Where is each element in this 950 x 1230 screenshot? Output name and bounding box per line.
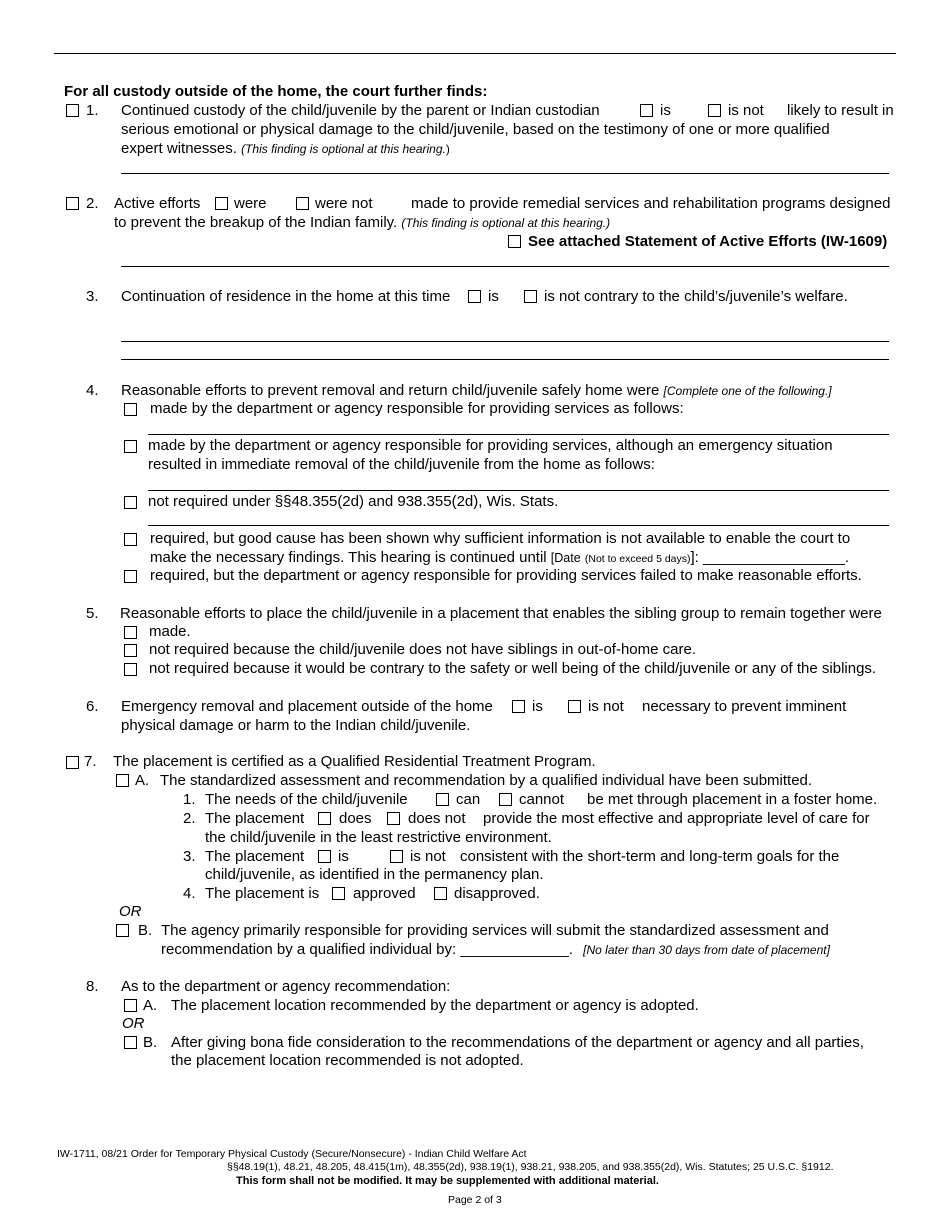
finding-8a-text: The placement location recommended by the department or agency is adopted. bbox=[171, 997, 699, 1014]
finding-1-text: Continued custody of the child/juvenile by the parent or Indian custodian bbox=[121, 102, 600, 119]
finding-4e-checkbox[interactable] bbox=[124, 570, 137, 583]
finding-7a1-text-end: be met through placement in a foster home. bbox=[587, 791, 878, 808]
finding-1-line3-text: expert witnesses. bbox=[121, 140, 237, 157]
footer-notice: This form shall not be modified. It may be supplemented with additional material. bbox=[236, 1175, 659, 1187]
finding-7a1-text: The needs of the child/juvenile bbox=[205, 791, 408, 808]
top-rule bbox=[54, 53, 896, 54]
finding-8-text: As to the department or agency recommendation: bbox=[121, 978, 451, 995]
finding-4d-date-label: [Date bbox=[550, 551, 581, 565]
finding-2-line2-text: to prevent the breakup of the Indian family. bbox=[114, 214, 398, 231]
finding-7-number: 7. bbox=[84, 753, 97, 770]
finding-1-isnot-label: is not bbox=[728, 102, 764, 119]
finding-7a4-text: The placement is bbox=[205, 885, 320, 902]
finding-7a2-text: The placement bbox=[205, 810, 305, 827]
finding-8a-checkbox[interactable] bbox=[124, 999, 137, 1012]
finding-4a-checkbox[interactable] bbox=[124, 403, 137, 416]
finding-7a2-does-checkbox[interactable] bbox=[318, 812, 331, 825]
finding-4b-text: made by the department or agency responsible for providing services, although an emergency situation bbox=[148, 437, 833, 454]
finding-6-isnot-checkbox[interactable] bbox=[568, 700, 581, 713]
finding-8b-checkbox[interactable] bbox=[124, 1036, 137, 1049]
finding-7b-text: The agency primarily responsible for providing services will submit the standardized assessment and bbox=[161, 922, 829, 939]
finding-3-is-checkbox[interactable] bbox=[468, 290, 481, 303]
finding-6-number: 6. bbox=[86, 698, 99, 715]
finding-7a3-is-label: is bbox=[338, 848, 349, 865]
finding-6-line2: physical damage or harm to the Indian child/juvenile. bbox=[121, 717, 471, 734]
footer-page-number: Page 2 of 3 bbox=[448, 1194, 502, 1206]
finding-7a2-line2: the child/juvenile in the least restrictive environment. bbox=[205, 829, 552, 846]
finding-6-text: Emergency removal and placement outside of the home bbox=[121, 698, 493, 715]
finding-8b-line2: the placement location recommended is not adopted. bbox=[171, 1052, 524, 1069]
finding-6-is-label: is bbox=[532, 698, 543, 715]
finding-7b-line2-text[interactable]: recommendation by a qualified individual by: _____________. bbox=[161, 941, 573, 958]
finding-5-number: 5. bbox=[86, 605, 99, 622]
finding-4d-date-note: (Not to exceed 5 days) bbox=[584, 553, 691, 565]
footer-form-id: IW-1711, 08/21 Order for Temporary Physical Custody (Secure/Nonsecure) - Indian Child Welfare Act bbox=[57, 1148, 527, 1160]
finding-5b-text: not required because the child/juvenile does not have siblings in out-of-home care. bbox=[149, 641, 697, 658]
finding-4-text-main: Reasonable efforts to prevent removal and return child/juvenile safely home were bbox=[121, 382, 660, 399]
finding-7a4-disapproved-label: disapproved. bbox=[454, 885, 540, 902]
finding-4d-date-field[interactable]: ]: _________________. bbox=[690, 549, 849, 566]
finding-7a2-doesnot-label: does not bbox=[408, 810, 466, 827]
attached-statement-label: See attached Statement of Active Efforts (IW-1609) bbox=[528, 233, 888, 250]
finding-8-or: OR bbox=[122, 1015, 145, 1032]
finding-4c-text: not required under §§48.355(2d) and 938.355(2d), Wis. Stats. bbox=[148, 493, 559, 510]
finding-8b-text: After giving bona fide consideration to the recommendations of the department or agency and all parties, bbox=[171, 1034, 864, 1051]
finding-1-is-checkbox[interactable] bbox=[640, 104, 653, 117]
finding-5c-checkbox[interactable] bbox=[124, 663, 137, 676]
finding-3-isnot-checkbox[interactable] bbox=[524, 290, 537, 303]
finding-7b-checkbox[interactable] bbox=[116, 924, 129, 937]
finding-7a4-approved-checkbox[interactable] bbox=[332, 887, 345, 900]
finding-1-note-close: ) bbox=[445, 142, 450, 156]
finding-4a-text: made by the department or agency responsible for providing services as follows: bbox=[150, 400, 684, 417]
finding-5a-text: made. bbox=[149, 623, 191, 640]
finding-2-line2 bbox=[114, 214, 610, 231]
finding-2-note: (This finding is optional at this hearing.) bbox=[401, 216, 611, 230]
finding-6-is-checkbox[interactable] bbox=[512, 700, 525, 713]
finding-7a1-can-label: can bbox=[456, 791, 481, 808]
finding-1-isnot-checkbox[interactable] bbox=[708, 104, 721, 117]
finding-7a-checkbox[interactable] bbox=[116, 774, 129, 787]
finding-4-number: 4. bbox=[86, 382, 99, 399]
finding-1-note: (This finding is optional at this hearing. bbox=[241, 142, 446, 156]
finding-8b-label: B. bbox=[143, 1034, 158, 1051]
finding-4c-fill-line[interactable] bbox=[148, 525, 889, 526]
finding-7a1-number: 1. bbox=[183, 791, 196, 808]
finding-4b-fill-line[interactable] bbox=[148, 490, 889, 491]
finding-7-text: The placement is certified as a Qualified Residential Treatment Program. bbox=[113, 753, 596, 770]
finding-2-were-checkbox[interactable] bbox=[215, 197, 228, 210]
finding-2-checkbox[interactable] bbox=[66, 197, 79, 210]
finding-7a2-number: 2. bbox=[183, 810, 196, 827]
finding-7a-label: A. bbox=[135, 772, 150, 789]
finding-7a1-can-checkbox[interactable] bbox=[436, 793, 449, 806]
finding-1-line3 bbox=[121, 140, 450, 157]
finding-3-number: 3. bbox=[86, 288, 99, 305]
finding-7a3-isnot-label: is not bbox=[410, 848, 446, 865]
finding-7-checkbox[interactable] bbox=[66, 756, 79, 769]
finding-4d-text: required, but good cause has been shown why sufficient information is not available to enable the court to bbox=[150, 530, 851, 547]
finding-7a3-isnot-checkbox[interactable] bbox=[390, 850, 403, 863]
finding-4c-checkbox[interactable] bbox=[124, 496, 137, 509]
finding-5c-text: not required because it would be contrary to the safety or well being of the child/juvenile or any of the siblings. bbox=[149, 660, 877, 677]
finding-2-werenot-label: were not bbox=[315, 195, 373, 212]
finding-6-text-end: necessary to prevent imminent bbox=[642, 698, 847, 715]
finding-4d-line2 bbox=[150, 549, 849, 566]
finding-3-fill-line-2[interactable] bbox=[121, 359, 889, 360]
finding-3-is-label: is bbox=[488, 288, 499, 305]
finding-7a3-is-checkbox[interactable] bbox=[318, 850, 331, 863]
finding-4b-line2: resulted in immediate removal of the child/juvenile from the home as follows: bbox=[148, 456, 655, 473]
finding-4d-checkbox[interactable] bbox=[124, 533, 137, 546]
finding-3-text-end: is not contrary to the child’s/juvenile’s welfare. bbox=[544, 288, 848, 305]
finding-1-checkbox[interactable] bbox=[66, 104, 79, 117]
finding-2-fill-line[interactable] bbox=[121, 266, 889, 267]
finding-1-text-end: likely to result in bbox=[787, 102, 894, 119]
finding-4d-line2-text: make the necessary findings. This hearing is continued until bbox=[150, 549, 547, 566]
finding-7a3-text: The placement bbox=[205, 848, 305, 865]
finding-1-line2: serious emotional or physical damage to the child/juvenile, based on the testimony of one or more qualified bbox=[121, 121, 830, 138]
finding-7b-label: B. bbox=[138, 922, 153, 939]
finding-2-text: Active efforts bbox=[114, 195, 201, 212]
finding-5a-checkbox[interactable] bbox=[124, 626, 137, 639]
finding-2-were-label: were bbox=[234, 195, 267, 212]
finding-2-text-end: made to provide remedial services and rehabilitation programs designed bbox=[411, 195, 891, 212]
finding-7a1-cannot-label: cannot bbox=[519, 791, 565, 808]
footer-statutes: §§48.19(1), 48.21, 48.205, 48.415(1m), 48.355(2d), 938.19(1), 938.21, 938.205, and 938.355(2d), Wis. Statutes; 25 U.S.C. §1912. bbox=[227, 1161, 834, 1173]
attached-statement-checkbox[interactable] bbox=[508, 235, 521, 248]
finding-7a4-number: 4. bbox=[183, 885, 196, 902]
finding-4a-fill-line[interactable] bbox=[148, 434, 889, 435]
finding-7-or: OR bbox=[119, 903, 142, 920]
finding-3-fill-line-1[interactable] bbox=[121, 341, 889, 342]
finding-7a4-disapproved-checkbox[interactable] bbox=[434, 887, 447, 900]
finding-7b-line2 bbox=[161, 941, 830, 958]
finding-4e-text: required, but the department or agency responsible for providing services failed to make reasonable efforts. bbox=[150, 567, 862, 584]
finding-4-text bbox=[121, 382, 832, 399]
finding-5-text: Reasonable efforts to place the child/juvenile in a placement that enables the sibling group to remain together were bbox=[120, 605, 882, 622]
finding-7a2-doesnot-checkbox[interactable] bbox=[387, 812, 400, 825]
finding-8-number: 8. bbox=[86, 978, 99, 995]
finding-7a3-number: 3. bbox=[183, 848, 196, 865]
finding-3-text: Continuation of residence in the home at this time bbox=[121, 288, 451, 305]
finding-1-fill-line[interactable] bbox=[121, 173, 889, 174]
finding-7a-text: The standardized assessment and recommendation by a qualified individual have been submitted. bbox=[160, 772, 813, 789]
finding-5b-checkbox[interactable] bbox=[124, 644, 137, 657]
finding-1-number: 1. bbox=[86, 102, 99, 119]
finding-6-isnot-label: is not bbox=[588, 698, 624, 715]
finding-4-note: [Complete one of the following.] bbox=[663, 384, 832, 398]
finding-4b-checkbox[interactable] bbox=[124, 440, 137, 453]
finding-7a1-cannot-checkbox[interactable] bbox=[499, 793, 512, 806]
finding-7a3-text-end: consistent with the short-term and long-term goals for the bbox=[460, 848, 840, 865]
finding-2-number: 2. bbox=[86, 195, 99, 212]
finding-7a3-line2: child/juvenile, as identified in the permanency plan. bbox=[205, 866, 544, 883]
finding-7a4-approved-label: approved bbox=[353, 885, 416, 902]
finding-7a2-text-end: provide the most effective and appropriate level of care for bbox=[483, 810, 870, 827]
section-heading: For all custody outside of the home, the court further finds: bbox=[64, 83, 488, 100]
finding-1-is-label: is bbox=[660, 102, 671, 119]
finding-8a-label: A. bbox=[143, 997, 158, 1014]
finding-7b-note: [No later than 30 days from date of placement] bbox=[583, 943, 830, 957]
finding-2-werenot-checkbox[interactable] bbox=[296, 197, 309, 210]
finding-7a2-does-label: does bbox=[339, 810, 372, 827]
